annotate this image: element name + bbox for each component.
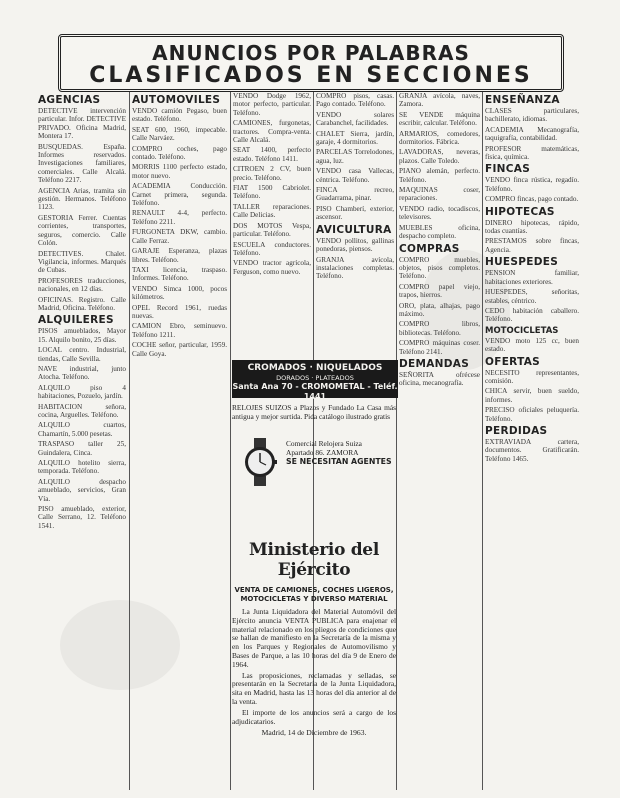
classified-ad: VENDO solares Carabanchel, facilidades.: [316, 110, 394, 128]
column-6: [485, 92, 579, 794]
header-title-line2: CLASIFICADOS EN SECCIONES: [89, 63, 533, 88]
relojes-lead: RELOJES SUIZOS a Plazos y Fundado La Casa más antigua y mejor surtida. Pida catálogo ilustrado gratis: [232, 403, 396, 421]
classified-ad: GRANJA avícola, instalaciones completas. Teléfono.: [316, 255, 394, 281]
classified-ad: LOCAL centro. Industrial, tiendas, Calle Sevilla.: [38, 346, 126, 363]
classified-ad: VENDO pollitos, gallinas ponedoras, piensos.: [316, 236, 394, 254]
classified-ad: PIANO alemán, perfecto. Teléfono.: [399, 167, 480, 184]
classified-ad: VENDO finca rústica, regadío. Teléfono.: [485, 176, 579, 193]
classified-ad: PRECISO oficiales peluquería. Teléfono.: [485, 406, 579, 423]
header-banner: [58, 34, 564, 92]
relojes-company: Comercial Relojera Suiza: [286, 439, 362, 448]
classified-ad: VENDO radio, tocadiscos, televisores.: [399, 204, 480, 222]
column-rule: [230, 92, 231, 790]
classified-ad: MAQUINAS coser, reparaciones.: [399, 186, 480, 203]
section-heading: COMPRAS: [399, 242, 460, 255]
classified-ad: PROFESOR matemáticas, física, química.: [485, 144, 579, 162]
classified-ad: MUEBLES oficina, despacho completo.: [399, 223, 480, 241]
header-title-line1: ANUNCIOS POR PALABRAS: [152, 41, 470, 65]
classified-ad: MORRIS 1100 perfecto estado, motor nuevo.: [132, 163, 227, 180]
classified-ad: FURGONETA DKW, cambio. Calle Ferraz.: [132, 228, 227, 245]
section-heading: AUTOMOVILES: [132, 94, 221, 106]
classified-ad: OPEL Record 1961, ruedas nuevas.: [132, 303, 227, 320]
column-rule: [482, 92, 483, 790]
ministerio-date: Madrid, 14 de Diciembre de 1963.: [261, 728, 367, 738]
column-5: [399, 92, 480, 794]
section-heading: MOTOCICLETAS: [485, 325, 559, 336]
classified-ad: SEAT 600, 1960, impecable. Calle Narváez.: [132, 125, 227, 143]
classified-ad: DETECTIVES. Chalet. Vigilancia, informes. Marqués de Cubas.: [38, 249, 126, 275]
classified-ad: FIAT 1500 Cabriolet. Teléfono.: [233, 184, 311, 201]
classified-ad: COMPRO papel viejo, trapos, hierros.: [399, 282, 480, 300]
classified-ad: COMPRO fincas, pago contado.: [485, 195, 579, 204]
classified-ad: EXTRAVIADA cartera, documentos. Gratificarán. Teléfono 1465.: [485, 437, 579, 463]
classified-ad: COMPRO muebles, objetos, pisos completos. Teléfono.: [399, 255, 480, 281]
wristwatch-icon: [242, 438, 278, 486]
classified-ad: AGENCIA Arias, tramita sin gestión. Hermanos. Teléfono 1123.: [38, 186, 126, 212]
classified-ad: DETECTIVE intervención particular. Infor. DETECTIVE PRIVADO. Oficina Madrid, Montera 17.: [38, 107, 126, 141]
classified-ad: COMPRO coches, pago contado. Teléfono.: [132, 144, 227, 162]
section-heading: FINCAS: [485, 163, 531, 176]
ministerio-body: La Junta Liquidadora del Material Automóvil del Ejército anuncia VENTA PUBLICA para enajenar el material relacionado en los pliegos de condiciones que se hallan de manifiesto en la Secretaría de la misma y en los Parques y Regionales de Automovilismo y Bases de Parque, a las 10 horas del día 9 de Enero de 1964.: [232, 607, 396, 669]
section-heading: OFERTAS: [485, 355, 541, 368]
column-rule: [396, 92, 397, 790]
classified-ad: CLASES particulares, bachillerato, idiomas.: [485, 107, 579, 124]
classified-ad: ACADEMIA Conducción. Carnet primera, segunda. Teléfono.: [132, 182, 227, 208]
classified-ad: OFICINAS. Registro. Calle Madrid, Oficina. Teléfono.: [38, 295, 126, 312]
classified-ad: DINERO hipotecas, rápido, todas cuantías.: [485, 218, 579, 236]
classified-ad: SEAT 1400, perfecto estado. Teléfono 1411.: [233, 146, 311, 163]
section-heading: PERDIDAS: [485, 424, 548, 437]
classified-ad: HABITACION señora, cocina, Arguelles. Teléfono.: [38, 402, 126, 419]
section-heading: AVICULTURA: [316, 223, 392, 236]
cromados-line2: DORADOS · PLATEADOS: [276, 374, 354, 382]
classified-ad: NECESITO representantes, comisión.: [485, 368, 579, 385]
classified-ad: VENDO casa Vallecas, céntrica. Teléfono.: [316, 167, 394, 184]
classified-ad: LAVADORAS, neveras, plazos. Calle Toledo.: [399, 148, 480, 165]
section-heading: ENSEÑANZA: [485, 94, 560, 106]
classified-ad: ESCUELA conductores. Teléfono.: [233, 240, 311, 257]
relojes-address: Apartado 86. ZAMORA: [286, 447, 359, 457]
classified-ad: VENDO camión Pegaso, buen estado. Teléfono.: [132, 107, 227, 124]
cromados-line1: CROMADOS · NIQUELADOS: [247, 363, 383, 373]
classified-ad: CAMION Ebro, seminuevo. Teléfono 1211.: [132, 322, 227, 339]
classified-ad: DOS MOTOS Vespa, particular. Teléfono.: [233, 221, 311, 239]
classified-ad: VENDO tractor agrícola, Ferguson, como nuevo.: [233, 259, 311, 276]
classified-ad: FINCA recreo, Guadarrama, pinar.: [316, 186, 394, 203]
classified-ad: VENDO moto 125 cc, buen estado.: [485, 336, 579, 354]
classified-ad: ORO, plata, alhajas, pago máximo.: [399, 301, 480, 318]
ministerio-title: Ministerio del Ejército: [249, 540, 379, 580]
classified-ad: GRANJA avícola, naves, Zamora.: [399, 92, 480, 109]
classified-ad: SEÑORITA ofrécese oficina, mecanografía.: [399, 370, 480, 388]
classified-ad: ACADEMIA Mecanografía, taquigrafía, contabilidad.: [485, 125, 579, 143]
classified-ad: HUESPEDES, señoritas, estables, céntrico.: [485, 288, 579, 305]
cromados-ad: [232, 360, 398, 401]
classified-ad: TALLER reparaciones. Calle Delicias.: [233, 202, 311, 220]
ministerio-announcement: [232, 540, 396, 798]
relojes-agents: SE NECESITAN AGENTES: [286, 456, 392, 466]
classified-ad: ALQUILO piso 4 habitaciones, Pozuelo, jardín.: [38, 383, 126, 401]
classified-ad: VENDO Simca 1000, pocos kilómetros.: [132, 284, 227, 302]
relojes-ad: [232, 404, 396, 516]
classified-ad: BUSQUEDAS. España. Informes reservados. Investigaciones familiares, comerciales. Calle Alcalá. Teléfono 2217.: [38, 142, 126, 185]
classified-ad: TRASPASO taller 25, Guindalera, Cinca.: [38, 440, 126, 457]
section-heading: ALQUILERES: [38, 314, 114, 327]
classified-ad: CEDO habitación caballero. Teléfono.: [485, 306, 579, 324]
column-2: [132, 92, 227, 794]
classified-ad: ALQUILO cuartos, Chamartín, 5.000 pesetas.: [38, 421, 126, 438]
classified-ad: ALQUILO hotelito sierra, temporada. Teléfono.: [38, 459, 126, 476]
column-rule: [129, 92, 130, 790]
classified-ad: NAVE industrial, junto Atocha. Teléfono.: [38, 364, 126, 382]
classified-ad: COCHE señor, particular, 1959. Calle Goya.: [132, 341, 227, 358]
section-heading: HIPOTECAS: [485, 205, 555, 218]
classified-ad: VENDO Dodge 1962, motor perfecto, particular. Teléfono.: [233, 92, 311, 117]
ministerio-body: El importe de los anuncios será a cargo de los adjudicatarios.: [232, 707, 396, 726]
classified-ad: CHALET Sierra, jardín, garaje, 4 dormitorios.: [316, 129, 394, 147]
classified-ad: PISO Chamberí, exterior, ascensor.: [316, 204, 394, 222]
classified-ad: PROFESORES traducciones, nacionales, en 12 días.: [38, 276, 126, 294]
section-heading: HUESPEDES: [485, 256, 559, 269]
column-4: [316, 92, 394, 353]
column-1: [38, 92, 126, 794]
ministerio-subtitle: VENTA DE CAMIONES, COCHES LIGEROS, MOTOCICLETAS Y DIVERSO MATERIAL: [234, 586, 394, 603]
classified-ad: ALQUILO despacho amueblado, servicios, Gran Vía.: [38, 477, 126, 503]
classified-ad: PISO amueblado, exterior, Calle Serrano, 12. Teléfono 1541.: [38, 505, 126, 530]
classified-ad: SE VENDE máquina escribir, calcular. Teléfono.: [399, 110, 480, 128]
classified-ad: CHICA servir, buen sueldo, informes.: [485, 387, 579, 404]
classified-ad: GESTORIA Ferrer. Cuentas corrientes, transportes, seguros, comercio. Calle Colón.: [38, 213, 126, 248]
column-3: [233, 92, 311, 353]
classified-ad: PARCELAS Torrelodones, agua, luz.: [316, 148, 394, 165]
classified-ad: COMPRO máquinas coser. Teléfono 2141.: [399, 339, 480, 356]
classified-ad: ARMARIOS, comedores, dormitorios. Fábrica.: [399, 129, 480, 147]
section-heading: DEMANDAS: [399, 357, 470, 370]
cromados-line3: Santa Ana 70 - CROMOMETAL - Teléf. 1441: [232, 382, 398, 401]
section-heading: AGENCIAS: [38, 94, 101, 106]
classified-ad: GARAJE Esperanza, plazas libres. Teléfono.: [132, 247, 227, 264]
classified-ad: RENAULT 4-4, perfecto. Teléfono 2211.: [132, 209, 227, 226]
classified-ad: PENSION familiar, habitaciones exteriores.: [485, 269, 579, 286]
classified-ad: COMPRO pisos, casas. Pago contado. Teléfono.: [316, 92, 394, 109]
classified-ad: PISOS amueblados, Mayor 15. Alquilo bonito, 25 días.: [38, 327, 126, 344]
classified-ad: CAMIONES, furgonetas, tractores. Compra-venta. Calle Alcalá.: [233, 119, 311, 145]
classified-ad: CITROEN 2 CV, buen precio. Teléfono.: [233, 165, 311, 182]
classified-ad: PRESTAMOS sobre fincas, Agencia.: [485, 237, 579, 254]
classified-ad: TAXI licencia, traspaso. Informes. Teléfono.: [132, 265, 227, 283]
ministerio-body: Las proposiciones, reclamadas y selladas, se presentarán en la Secretaría de la Junta Liquidadora, sita en Madrid, hasta las 13 horas del día anterior al de la venta.: [232, 670, 396, 706]
relojes-contact: [286, 440, 396, 466]
classified-ad: COMPRO libros, bibliotecas. Teléfono.: [399, 320, 480, 337]
